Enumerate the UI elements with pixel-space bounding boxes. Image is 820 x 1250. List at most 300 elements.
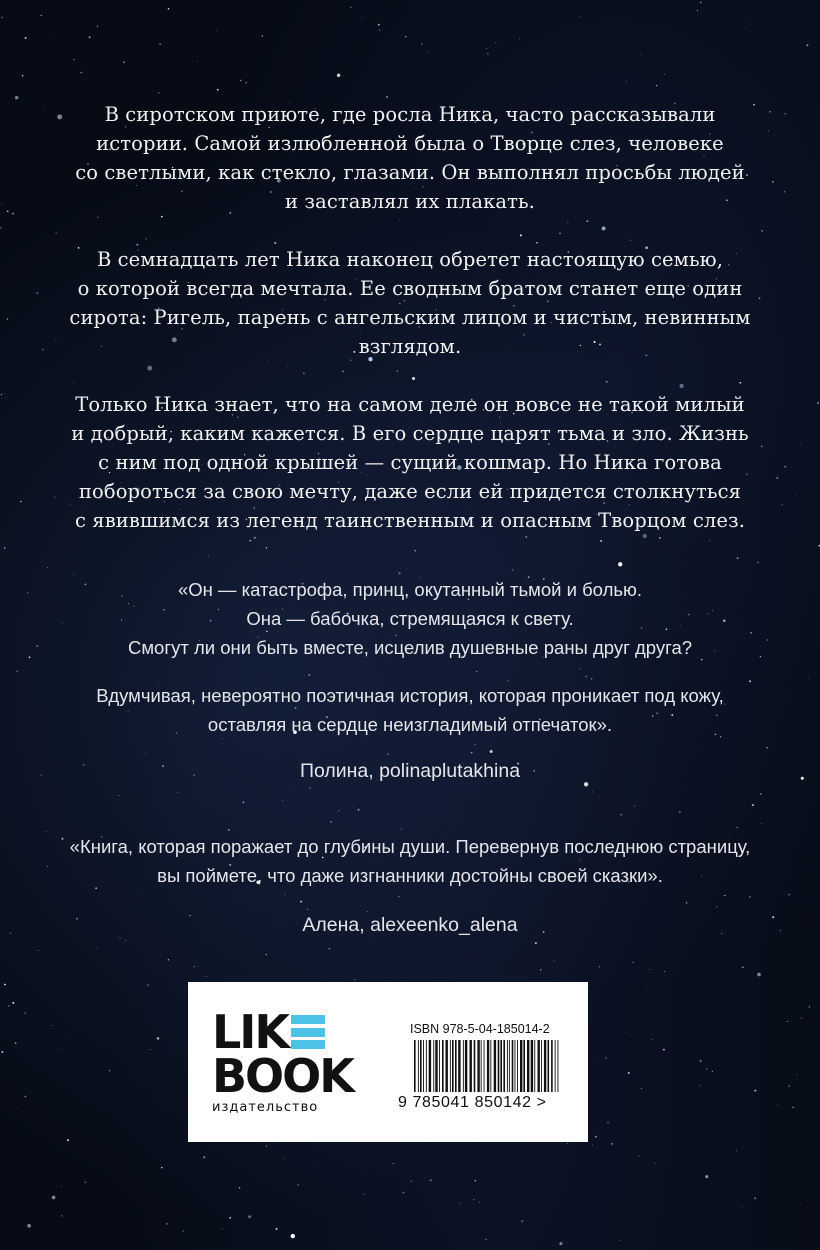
star — [56, 232, 57, 233]
star — [120, 938, 121, 939]
star — [459, 1203, 460, 1204]
star — [742, 1207, 743, 1208]
likebook-logo — [212, 1005, 372, 1115]
star — [652, 1039, 653, 1040]
barcode-bar — [515, 1040, 516, 1092]
text-line: В сиротском приюте, где росла Ника, часто рассказывали — [104, 103, 716, 126]
barcode-bar — [509, 1040, 510, 1092]
star — [297, 1184, 299, 1186]
star — [96, 947, 97, 948]
star — [471, 752, 473, 754]
star — [402, 1192, 404, 1194]
star — [287, 366, 288, 367]
star — [739, 382, 741, 384]
star — [203, 1156, 205, 1158]
star — [808, 678, 809, 679]
barcode-bar — [433, 1040, 434, 1092]
star — [626, 1032, 627, 1033]
barcode-bar — [426, 1040, 427, 1092]
star — [634, 806, 635, 807]
star — [97, 25, 99, 27]
star — [705, 1175, 708, 1178]
star — [401, 828, 402, 829]
star — [592, 1144, 593, 1145]
star — [663, 1049, 665, 1051]
text-line: Только Ника знает, что на самом деле он вовсе не такой милый — [75, 393, 745, 416]
star — [606, 1057, 607, 1058]
star — [159, 44, 160, 45]
star — [737, 557, 739, 559]
text-line: «Книга, которая поражает до глубины души. Перевернув последнюю страницу, — [69, 836, 751, 857]
text-line: «Он — катастрофа, принц, окутанный тьмой и болью. — [177, 579, 643, 600]
barcode-bar — [523, 1040, 525, 1092]
star — [679, 811, 680, 812]
star — [61, 1186, 62, 1187]
barcode-bar — [418, 1040, 419, 1092]
star — [362, 17, 363, 18]
star — [606, 381, 608, 383]
star — [85, 1181, 87, 1183]
star — [217, 89, 219, 91]
star — [591, 678, 593, 680]
star — [508, 1146, 509, 1147]
star — [475, 1180, 476, 1181]
star — [801, 1017, 802, 1018]
star — [697, 10, 698, 11]
star — [240, 80, 242, 82]
barcode-bar — [450, 1040, 451, 1092]
star — [145, 753, 146, 754]
star — [350, 7, 351, 8]
text-line: Она — бабочка, стремящаяся к свету. — [246, 608, 574, 629]
logo-text-bottom: BOOK — [212, 1049, 353, 1103]
star — [405, 36, 406, 37]
barcode-bar — [463, 1040, 464, 1092]
star — [109, 1070, 110, 1071]
barcode-bar — [548, 1040, 550, 1092]
star — [554, 961, 555, 962]
star — [307, 909, 308, 910]
star — [387, 754, 388, 755]
star — [80, 72, 82, 74]
star — [709, 540, 710, 541]
star — [611, 1143, 613, 1145]
star — [540, 969, 541, 970]
star — [386, 96, 388, 98]
star — [114, 744, 115, 745]
star — [795, 495, 796, 496]
barcode-bar — [520, 1040, 522, 1092]
barcode-bar — [534, 1040, 535, 1092]
star — [736, 1150, 737, 1151]
star — [342, 371, 344, 373]
star — [0, 227, 2, 229]
barcode-bar — [541, 1040, 542, 1092]
star — [161, 1167, 163, 1169]
star — [166, 1223, 168, 1225]
star — [519, 38, 520, 39]
star — [559, 1242, 562, 1245]
star — [599, 966, 600, 967]
star — [535, 942, 537, 944]
star — [52, 1196, 56, 1200]
star — [536, 242, 538, 244]
star — [421, 43, 422, 44]
star — [285, 894, 286, 895]
star — [777, 1105, 778, 1106]
barcode-bar — [442, 1040, 444, 1092]
star — [168, 8, 170, 10]
logo-text-top: LIK — [212, 1005, 289, 1059]
star — [8, 1005, 10, 1007]
star — [123, 61, 125, 63]
star — [22, 75, 24, 77]
star — [308, 674, 310, 676]
star — [393, 1163, 394, 1164]
star — [1, 394, 2, 395]
star — [47, 567, 48, 568]
star — [309, 787, 310, 788]
barcode-bar — [527, 1040, 529, 1092]
star — [141, 893, 142, 894]
star — [706, 1068, 707, 1069]
star — [817, 402, 819, 404]
star — [378, 24, 380, 26]
star — [25, 37, 27, 39]
star — [630, 240, 631, 241]
star — [479, 1201, 480, 1202]
star — [329, 948, 331, 950]
star — [626, 81, 627, 82]
star — [266, 954, 267, 955]
star — [485, 1239, 486, 1240]
synopsis-paragraph-2 — [40, 245, 780, 361]
star — [700, 1085, 701, 1086]
synopsis-paragraph-1 — [40, 100, 780, 216]
barcode-bar — [474, 1040, 476, 1092]
star — [664, 971, 665, 972]
star — [749, 24, 750, 25]
star — [679, 384, 683, 388]
barcode-bar — [423, 1040, 424, 1092]
star — [61, 1215, 62, 1216]
star — [250, 540, 252, 542]
star — [222, 1229, 223, 1230]
star — [50, 39, 51, 40]
star — [621, 814, 622, 815]
barcode-bar — [555, 1040, 556, 1092]
star — [430, 1179, 432, 1181]
text-line: и добрый, каким кажется. В его сердце царят тьма и зло. Жизнь — [71, 422, 749, 445]
star — [757, 562, 759, 564]
star — [607, 1122, 609, 1124]
star — [788, 1085, 789, 1086]
barcode-bar — [512, 1040, 514, 1092]
star — [266, 547, 267, 548]
barcode-bar — [455, 1040, 457, 1092]
star — [17, 1107, 18, 1108]
star — [656, 85, 657, 86]
star — [742, 967, 744, 969]
star — [274, 242, 276, 244]
star — [300, 901, 302, 903]
star — [73, 383, 74, 384]
star — [520, 234, 522, 236]
text-line: вы поймете, что даже изгнанники достойны своей сказки». — [157, 865, 663, 886]
star — [724, 895, 725, 896]
review-author-1: Полина, polinaplutakhina — [299, 760, 521, 782]
star — [700, 2, 702, 4]
star — [239, 1187, 241, 1189]
star — [24, 1012, 25, 1013]
star — [784, 191, 785, 192]
star — [475, 744, 476, 745]
logo-e-bars-icon — [291, 1015, 325, 1049]
star — [595, 1136, 597, 1138]
star — [27, 1224, 31, 1228]
star — [796, 1074, 797, 1075]
star — [641, 1088, 642, 1089]
barcode-bar — [551, 1040, 553, 1092]
star — [567, 222, 568, 223]
star — [737, 827, 738, 828]
star — [338, 810, 339, 811]
star — [353, 807, 354, 808]
star — [337, 74, 340, 77]
star — [67, 1139, 69, 1141]
star — [330, 821, 332, 823]
star — [229, 1217, 231, 1219]
star — [125, 940, 126, 941]
star — [664, 74, 665, 75]
barcode-bar — [470, 1040, 472, 1092]
review-quote-2 — [30, 832, 790, 890]
star — [638, 1155, 639, 1156]
star — [397, 371, 398, 372]
star — [487, 48, 488, 49]
star — [61, 1049, 62, 1050]
star — [473, 1199, 474, 1200]
star — [367, 911, 368, 912]
star — [787, 1021, 788, 1022]
star — [375, 900, 376, 901]
star — [641, 54, 642, 55]
star — [15, 96, 18, 99]
barcode-bar — [507, 1040, 508, 1092]
text-line: истории. Самой излюбленной была о Творце слез, человеке — [96, 132, 724, 155]
star — [358, 809, 360, 811]
barcode-bar — [484, 1040, 485, 1092]
star — [487, 53, 489, 55]
star — [589, 991, 590, 992]
star — [521, 1220, 523, 1222]
star — [147, 366, 152, 371]
star — [354, 979, 355, 980]
barcode-bar — [487, 1040, 489, 1092]
star — [4, 984, 6, 986]
star — [686, 902, 687, 903]
star — [597, 1063, 598, 1064]
star — [228, 829, 230, 831]
star — [157, 1037, 160, 1040]
star — [806, 44, 808, 46]
star — [194, 966, 196, 968]
barcode-bar — [490, 1040, 491, 1092]
star — [7, 318, 9, 320]
star — [243, 802, 245, 804]
star — [161, 216, 163, 218]
barcode-bar — [503, 1040, 505, 1092]
star — [282, 800, 283, 801]
text-line: В семнадцать лет Ника наконец обретет настоящую семью, — [96, 248, 724, 271]
star — [398, 896, 399, 897]
star — [712, 1071, 713, 1072]
star — [412, 377, 415, 380]
barcode-bar — [458, 1040, 460, 1092]
star — [315, 1167, 316, 1168]
star — [619, 1240, 620, 1241]
star — [183, 1230, 184, 1231]
star — [12, 1002, 14, 1004]
star — [158, 92, 160, 94]
barcode-bar — [481, 1040, 482, 1092]
star — [654, 1163, 655, 1164]
barcode-bar — [494, 1040, 496, 1092]
star — [592, 791, 593, 792]
text-line: с ним под одной крышей — сущий кошмар. Но Ника готова — [98, 451, 722, 474]
star — [37, 292, 38, 293]
barcode-bar — [429, 1040, 431, 1092]
text-line: Вдумчивая, невероятно поэтичная история, которая проникает под кожу, — [96, 685, 724, 706]
text-line: Смогут ли они быть вместе, исцелив душевные раны друг друга? — [127, 637, 693, 658]
star — [267, 362, 268, 363]
star — [38, 950, 39, 951]
barcode-bar — [446, 1040, 448, 1092]
star — [792, 1107, 793, 1108]
star — [15, 1042, 17, 1044]
star — [51, 1025, 52, 1026]
star — [648, 988, 649, 989]
star — [20, 501, 21, 502]
star — [216, 30, 217, 31]
barcode-bar — [517, 1040, 518, 1092]
star — [12, 213, 14, 215]
star — [177, 792, 178, 793]
star — [283, 1158, 284, 1159]
star — [276, 1228, 278, 1230]
barcode-digits: 9 785041 850142 > — [398, 1094, 547, 1111]
star — [290, 789, 291, 790]
star — [495, 42, 496, 43]
star — [600, 540, 602, 542]
star — [766, 747, 767, 748]
star — [291, 1234, 295, 1238]
star — [428, 51, 429, 52]
star — [68, 1032, 69, 1033]
star — [579, 16, 580, 17]
star — [659, 537, 661, 539]
star — [1, 203, 2, 204]
star — [567, 1143, 568, 1144]
star — [800, 444, 801, 445]
star — [716, 906, 718, 908]
star — [649, 969, 650, 970]
star — [490, 750, 493, 753]
barcode-bar — [435, 1040, 437, 1092]
star — [800, 1204, 801, 1205]
star — [559, 233, 561, 235]
review-quote-1-continued — [30, 681, 790, 739]
star — [700, 1060, 702, 1062]
barcode-bar — [498, 1040, 500, 1092]
star — [415, 550, 416, 551]
star — [262, 36, 263, 37]
star — [197, 61, 198, 62]
barcode-bar — [538, 1040, 540, 1092]
barcode-icon — [412, 1040, 560, 1096]
text-line: побороться за свою мечту, даже если ей придется столкнуться — [78, 480, 742, 503]
text-line: оставляя на сердце неизгладимый отпечаток». — [207, 714, 613, 735]
star — [25, 1096, 27, 1098]
star — [245, 82, 246, 83]
star — [379, 29, 380, 30]
review-quote-1 — [30, 575, 790, 662]
star — [118, 795, 119, 796]
barcode-bar — [452, 1040, 454, 1092]
star — [784, 113, 786, 115]
star — [633, 962, 634, 963]
barcode-bar — [531, 1040, 533, 1092]
star — [41, 15, 42, 16]
star — [752, 804, 754, 806]
star — [150, 1049, 151, 1050]
star — [754, 1090, 756, 1092]
star — [782, 504, 783, 505]
barcode-bar — [544, 1040, 546, 1092]
star — [4, 547, 6, 549]
star — [254, 537, 256, 539]
synopsis-paragraph-3 — [40, 390, 780, 535]
star — [579, 668, 580, 669]
barcode-bar — [414, 1040, 416, 1092]
star — [761, 230, 763, 232]
star — [809, 1006, 810, 1007]
star — [73, 59, 74, 60]
star — [754, 1198, 756, 1200]
star — [399, 220, 400, 221]
star — [628, 1072, 630, 1074]
star — [618, 562, 622, 566]
star — [411, 1181, 412, 1182]
star — [248, 1215, 251, 1218]
barcode-bar — [558, 1040, 559, 1092]
star — [97, 216, 99, 218]
star — [16, 671, 18, 673]
star — [89, 228, 90, 229]
publisher-barcode-label — [188, 982, 588, 1142]
star — [364, 1194, 365, 1195]
star — [525, 536, 527, 538]
star — [476, 671, 477, 672]
star — [303, 372, 305, 374]
star — [7, 210, 9, 212]
text-line: о которой всегда мечтала. Ее сводным братом станет еще один — [77, 277, 743, 300]
star — [585, 676, 587, 678]
star — [89, 36, 91, 38]
star — [587, 220, 589, 222]
star — [208, 556, 209, 557]
text-line: и заставлял их плакать. — [285, 190, 535, 213]
